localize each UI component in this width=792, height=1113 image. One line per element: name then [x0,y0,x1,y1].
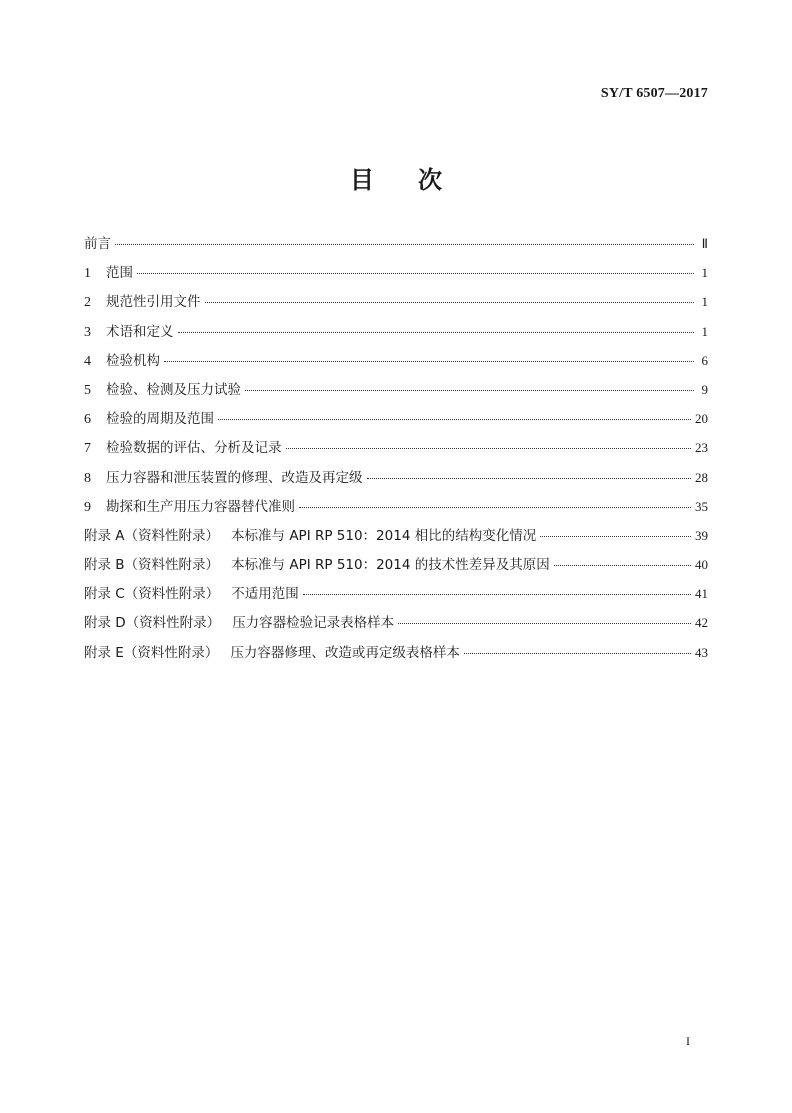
toc-entry-label: 压力容器和泄压装置的修理、改造及再定级 [106,469,363,486]
appendix-prefix: 附录 B（资料性附录） [84,557,220,574]
toc-title-left: 目 [350,166,374,194]
toc-entry-number: 8 [84,470,91,486]
toc-entry-page: 43 [695,644,708,660]
toc-entry-label: 检验机构 [106,352,160,369]
toc-entry-label: 检验的周期及范围 [106,411,214,428]
toc-entry-7[interactable] [84,438,708,467]
toc-entry-number: 1 [84,266,91,282]
dot-leader [398,622,691,624]
toc-entry-label: 规范性引用文件 [106,294,201,311]
toc-entry-page: 40 [695,557,708,573]
toc-entry-number: 7 [84,441,91,457]
toc-appendix-e[interactable] [84,643,708,672]
appendix-title: 本标准与 API RP 510：2014 的技术性差异及其原因 [231,557,550,574]
toc-entry-number: 3 [84,324,91,340]
appendix-prefix: 附录 C（资料性附录） [84,586,220,603]
toc-entry-page: Ⅱ [701,236,708,251]
dot-leader [218,418,691,420]
toc-entry-page: 9 [701,381,708,397]
appendix-title: 压力容器检验记录表格样本 [232,615,395,632]
dot-leader [303,593,691,595]
toc-entry-number: 6 [84,412,91,428]
appendix-prefix: 附录 E（资料性附录） [84,644,219,661]
toc-entry-number: 2 [84,295,91,311]
toc-entry-6[interactable] [84,409,708,438]
toc-entry-number: 9 [84,499,91,515]
toc-entry-page: 39 [695,527,708,543]
toc-entry-foreword[interactable] [84,234,708,263]
toc-entry-label: 术语和定义 [106,323,174,340]
appendix-prefix: 附录 A（资料性附录） [84,527,220,544]
toc-entry-page: 1 [701,294,708,310]
toc-entry-8[interactable] [84,468,708,497]
toc-entry-page: 35 [695,498,708,514]
toc-entry-page: 20 [695,411,708,427]
toc-entry-page: 1 [701,323,708,339]
toc-appendix-d[interactable] [84,613,708,642]
toc-entry-number: 4 [84,353,91,369]
dot-leader [137,272,694,274]
toc-entry-label: 检验数据的评估、分析及记录 [106,440,282,457]
toc-entry-page: 6 [701,352,708,368]
toc-entry-label: 前言 [84,236,111,252]
toc-entry-9[interactable] [84,497,708,526]
appendix-title: 压力容器修理、改造或再定级表格样本 [230,644,460,661]
appendix-title: 本标准与 API RP 510：2014 相比的结构变化情况 [231,527,537,544]
page-number: I [686,1034,690,1048]
standard-code: SY/T 6507—2017 [600,86,708,101]
toc-entry-page: 1 [701,265,708,281]
dot-leader [205,301,695,303]
toc-entry-page: 41 [695,586,708,602]
dot-leader [245,389,694,391]
toc-entry-1[interactable] [84,263,708,292]
dot-leader [115,243,694,245]
toc-entry-number: 5 [84,382,91,398]
toc-entry-label: 勘探和生产用压力容器替代准则 [106,498,295,515]
dot-leader [164,360,694,362]
dot-leader [464,652,691,654]
dot-leader [540,535,691,537]
toc-list [84,234,708,672]
dot-leader [554,564,691,566]
toc-title-right: 次 [418,166,442,194]
toc-appendix-a[interactable] [84,526,708,555]
toc-entry-2[interactable] [84,292,708,321]
toc-entry-page: 28 [695,469,708,485]
toc-entry-page: 23 [695,440,708,456]
dot-leader [299,506,691,508]
appendix-title: 不适用范围 [231,586,299,603]
dot-leader [178,331,695,333]
dot-leader [367,477,692,479]
toc-appendix-c[interactable] [84,584,708,613]
toc-title [0,160,792,195]
appendix-prefix: 附录 D（资料性附录） [84,615,221,632]
toc-entry-5[interactable] [84,380,708,409]
toc-entry-page: 42 [695,615,708,631]
dot-leader [286,447,692,449]
toc-entry-label: 检验、检测及压力试验 [106,381,241,398]
toc-entry-4[interactable] [84,351,708,380]
toc-appendix-b[interactable] [84,555,708,584]
toc-entry-label: 范围 [106,265,133,282]
toc-entry-3[interactable] [84,322,708,351]
